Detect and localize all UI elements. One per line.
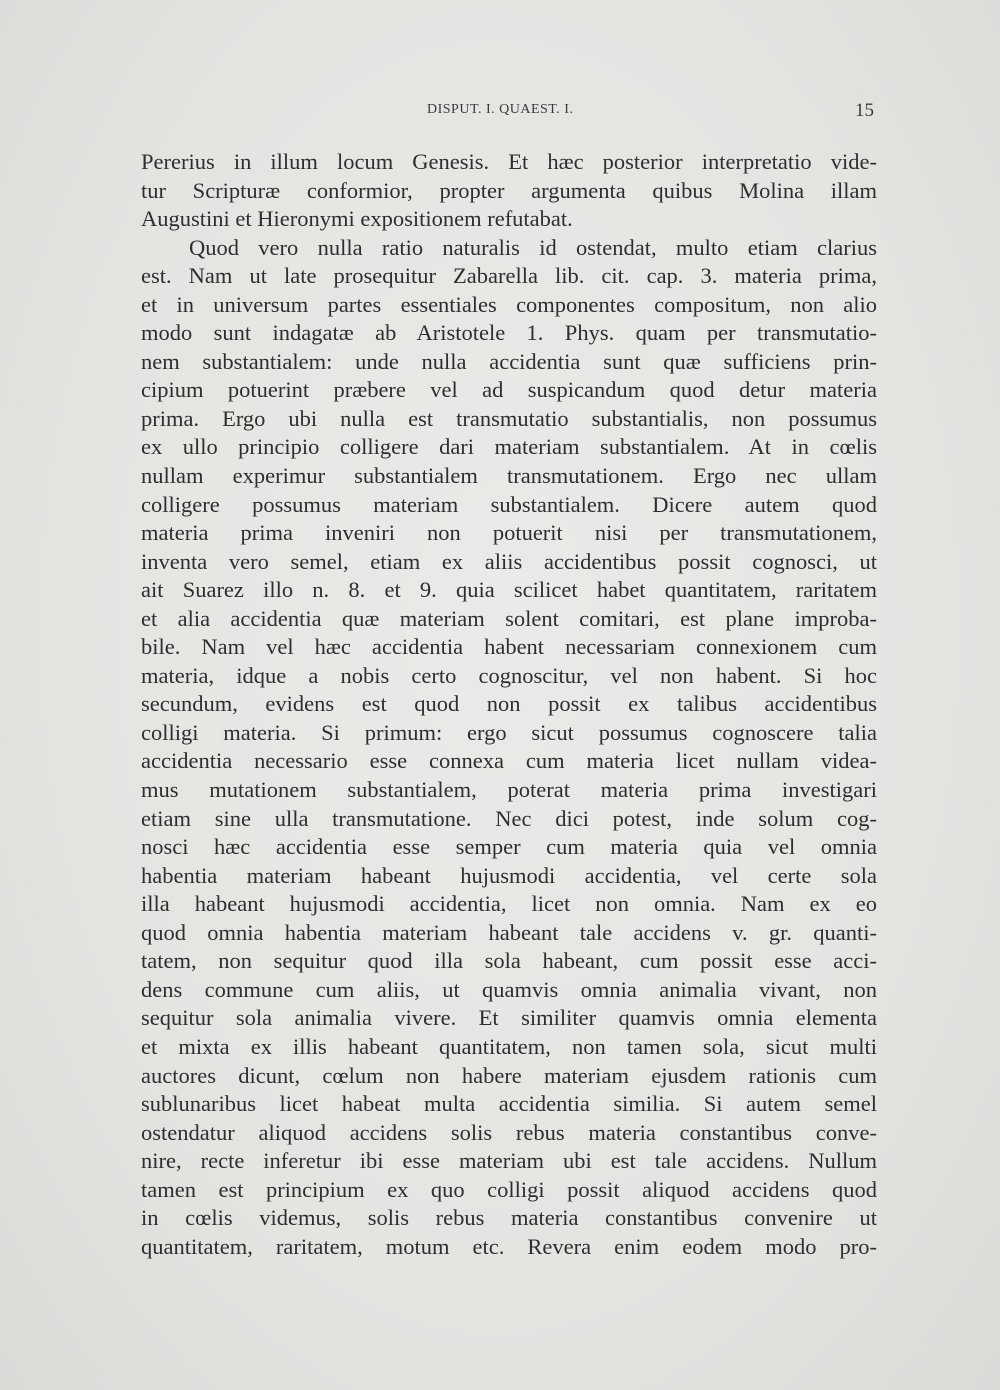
text-line: prima. Ergo ubi nulla est transmutatio substantialis, non possumus — [141, 405, 877, 431]
text-line: est. Nam ut late prosequitur Zabarella lib. cit. cap. 3. materia prima, — [141, 263, 877, 289]
text-line: nem substantialem: unde nulla accidentia sunt quæ sufficiens prin- — [141, 348, 877, 374]
text-line: quantitatem, raritatem, motum etc. Revera enim eodem modo pro- — [141, 1233, 877, 1259]
text-line: Quod vero nulla ratio naturalis id ostendat, multo etiam clarius — [189, 234, 877, 260]
running-head — [0, 102, 1000, 126]
text-line: cipium potuerint præbere vel ad suspicandum quod detur materia — [141, 377, 877, 403]
page-number: 15 — [855, 100, 874, 121]
text-line: materia, idque a nobis certo cognoscitur, vel non habent. Si hoc — [141, 662, 877, 688]
text-line: illa habeant hujusmodi accidentia, licet non omnia. Nam ex eo — [141, 891, 877, 917]
text-line: sublunaribus licet habeat multa accidentia similia. Si autem semel — [141, 1091, 877, 1117]
text-line: Pererius in illum locum Genesis. Et hæc posterior interpretatio vide- — [141, 149, 877, 174]
text-line: tatem, non sequitur quod illa sola habeant, cum possit esse acci- — [141, 948, 877, 974]
text-line: tur Scripturæ conformior, propter argumenta quibus Molina illam — [141, 177, 877, 203]
text-line: auctores dicunt, cœlum non habere materiam ejusdem rationis cum — [141, 1062, 877, 1088]
text-line: accidentia necessario esse connexa cum materia licet nullam videa- — [141, 748, 877, 774]
text-line: secundum, evidens est quod non possit ex talibus accidentibus — [141, 691, 877, 717]
text-line: et mixta ex illis habeant quantitatem, non tamen sola, sicut multi — [141, 1033, 877, 1059]
text-line: etiam sine ulla transmutatione. Nec dici potest, inde solum cog- — [141, 805, 877, 831]
text-line: inventa vero semel, etiam ex aliis accidentibus possit cognosci, ut — [141, 548, 877, 574]
text-line: dens commune cum aliis, ut quamvis omnia animalia vivant, non — [141, 976, 877, 1002]
text-line: ex ullo principio colligere dari materiam substantialem. At in cœlis — [141, 434, 877, 460]
text-line: in cœlis videmus, solis rebus materia constantibus convenire ut — [141, 1205, 877, 1231]
text-line: ait Suarez illo n. 8. et 9. quia scilicet habet quantitatem, raritatem — [141, 577, 877, 603]
text-line: mus mutationem substantialem, poterat materia prima investigari — [141, 777, 877, 803]
text-line: et alia accidentia quæ materiam solent comitari, est plane improba- — [141, 605, 877, 631]
text-line: colligere possumus materiam substantialem. Dicere autem quod — [141, 491, 877, 517]
text-line: Augustini et Hieronymi expositionem refutabat. — [141, 206, 573, 232]
body-text — [141, 148, 877, 1261]
text-line: bile. Nam vel hæc accidentia habent necessariam connexionem cum — [141, 634, 877, 660]
text-line: nosci hæc accidentia esse semper cum materia quia vel omnia — [141, 834, 877, 860]
text-line: ostendatur aliquod accidens solis rebus materia constantibus conve- — [141, 1119, 877, 1145]
text-line: materia prima inveniri non potuerit nisi per transmutationem, — [141, 520, 877, 546]
text-line: et in universum partes essentiales componentes compositum, non alio — [141, 291, 877, 317]
text-line: sequitur sola animalia vivere. Et similiter quamvis omnia elementa — [141, 1005, 877, 1031]
running-title: DISPUT. I. QUAEST. I. — [427, 102, 574, 117]
text-line: nullam experimur substantialem transmutationem. Ergo nec ullam — [141, 463, 877, 489]
text-line: colligi materia. Si primum: ergo sicut possumus cognoscere talia — [141, 719, 877, 745]
text-line: nire, recte inferetur ibi esse materiam ubi est tale accidens. Nullum — [141, 1148, 877, 1174]
text-line: modo sunt indagatæ ab Aristotele 1. Phys. quam per transmutatio- — [141, 320, 877, 346]
text-line: tamen est principium ex quo colligi possit aliquod accidens quod — [141, 1176, 877, 1202]
text-line: quod omnia habentia materiam habeant tale accidens v. gr. quanti- — [141, 919, 877, 945]
text-line: habentia materiam habeant hujusmodi accidentia, vel certe sola — [141, 862, 877, 888]
